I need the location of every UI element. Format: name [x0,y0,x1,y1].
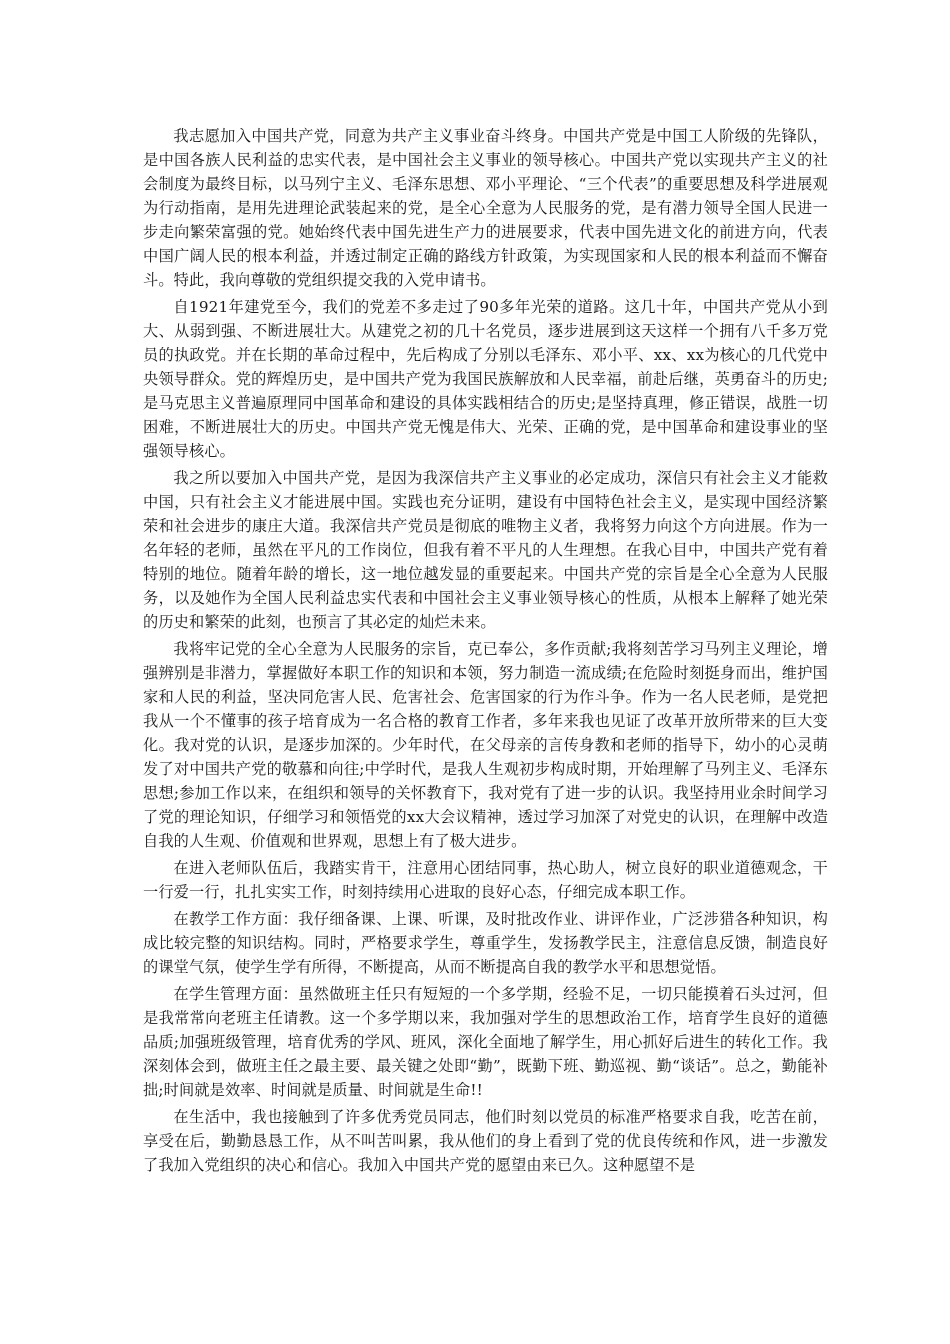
document-body [143,124,828,1180]
paragraph-8: 在生活中，我也接触到了许多优秀党员同志，他们时刻以党员的标准严格要求自我，吃苦在前，享受在后，勤勤恳恳工作，从不叫苦叫累，我从他们的身上看到了党的优良传统和作风，进一步激发了我加入党组织的决心和信心。我加入中国共产党的愿望由来已久。这种愿望不是 [143,1108,828,1174]
paragraph-5: 在进入老师队伍后，我踏实肯干，注意用心团结同事，热心助人，树立良好的职业道德观念，干一行爱一行，扎扎实实工作，时刻持续用心进取的良好心态，仔细完成本职工作。 [143,859,828,901]
paragraph-7: 在学生管理方面：虽然做班主任只有短短的一个多学期，经验不足，一切只能摸着石头过河，但是我常常向老班主任请教。这一个多学期以来，我加强对学生的思想政治工作，培育学生良好的道德品质;加强班级管理，培育优秀的学风、班风，深化全面地了解学生，用心抓好后进生的转化工作。我深刻体会到，做班主任之最主要、最关键之处即“勤”，既勤下班、勤巡视、勤“谈话”。总之，勤能补拙;时间就是效率、时间就是质量、时间就是生命!! [143,985,828,1099]
paragraph-4: 我将牢记党的全心全意为人民服务的宗旨，克已奉公，多作贡献;我将刻苦学习马列主义理论，增强辨别是非潜力，掌握做好本职工作的知识和本领，努力制造一流成绩;在危险时刻挺身而出，维护国家和人民的利益，坚决同危害人民、危害社会、危害国家的行为作斗争。作为一名人民老师，是党把我从一个不懂事的孩子培育成为一名合格的教育工作者，多年来我也见证了改革开放所带来的巨大变化。我对党的认识，是逐步加深的。少年时代，在父母亲的言传身教和老师的指导下，幼小的心灵萌发了对中国共产党的敬慕和向往;中学时代，是我人生观初步构成时期，开始理解了马列主义、毛泽东思想;参加工作以来，在组织和领导的关怀教育下，我对党有了进一步的认识。我坚持用业余时间学习了党的理论知识，仔细学习和领悟党的xx大会议精神，透过学习加深了对党史的认识，在理解中改造自我的人生观、价值观和世界观，思想上有了极大进步。 [143,640,828,850]
paragraph-2: 自1921年建党至今，我们的党差不多走过了90多年光荣的道路。这几十年，中国共产党从小到大、从弱到强、不断进展壮大。从建党之初的几十名党员，逐步进展到这天这样一个拥有八千多万党员的执政党。并在长期的革命过程中，先后构成了分别以毛泽东、邓小平、xx、xx为核心的几代党中央领导群众。党的辉煌历史，是中国共产党为我国民族解放和人民幸福，前赴后继，英勇奋斗的历史;是马克思主义普遍原理同中国革命和建设的具体实践相结合的历史;是坚持真理，修正错误，战胜一切困难，不断进展壮大的历史。中国共产党无愧是伟大、光荣、正确的党，是中国革命和建设事业的坚强领导核心。 [143,298,828,460]
paragraph-6: 在教学工作方面：我仔细备课、上课、听课，及时批改作业、讲评作业，广泛涉猎各种知识，构成比较完整的知识结构。同时，严格要求学生，尊重学生，发扬教学民主，注意信息反馈，制造良好的课堂气氛，使学生学有所得，不断提高，从而不断提高自我的教学水平和思想觉悟。 [143,910,828,976]
paragraph-1: 我志愿加入中国共产党，同意为共产主义事业奋斗终身。中国共产党是中国工人阶级的先锋队，是中国各族人民利益的忠实代表，是中国社会主义事业的领导核心。中国共产党以实现共产主义的社会制度为最终目标，以马列宁主义、毛泽东思想、邓小平理论、“三个代表”的重要思想及科学进展观为行动指南，是用先进理论武装起来的党，是全心全意为人民服务的党，是有潜力领导全国人民进一步走向繁荣富强的党。她始终代表中国先进生产力的进展要求，代表中国先进文化的前进方向，代表中国广阔人民的根本利益，并透过制定正确的路线方针政策，为实现国家和人民的根本利益而不懈奋斗。特此，我向尊敬的党组织提交我的入党申请书。 [143,127,828,289]
paragraph-3: 我之所以要加入中国共产党，是因为我深信共产主义事业的必定成功，深信只有社会主义才能救中国，只有社会主义才能进展中国。实践也充分证明，建设有中国特色社会主义，是实现中国经济繁荣和社会进步的康庄大道。我深信共产党员是彻底的唯物主义者，我将努力向这个方向进展。作为一名年轻的老师，虽然在平凡的工作岗位，但我有着不平凡的人生理想。在我心目中，中国共产党有着特别的地位。随着年龄的增长，这一地位越发显的重要起来。中国共产党的宗旨是全心全意为人民服务，以及她作为全国人民利益忠实代表和中国社会主义事业领导核心的性质，从根本上解释了她光荣的历史和繁荣的此刻，也预言了其必定的灿烂未来。 [143,469,828,631]
